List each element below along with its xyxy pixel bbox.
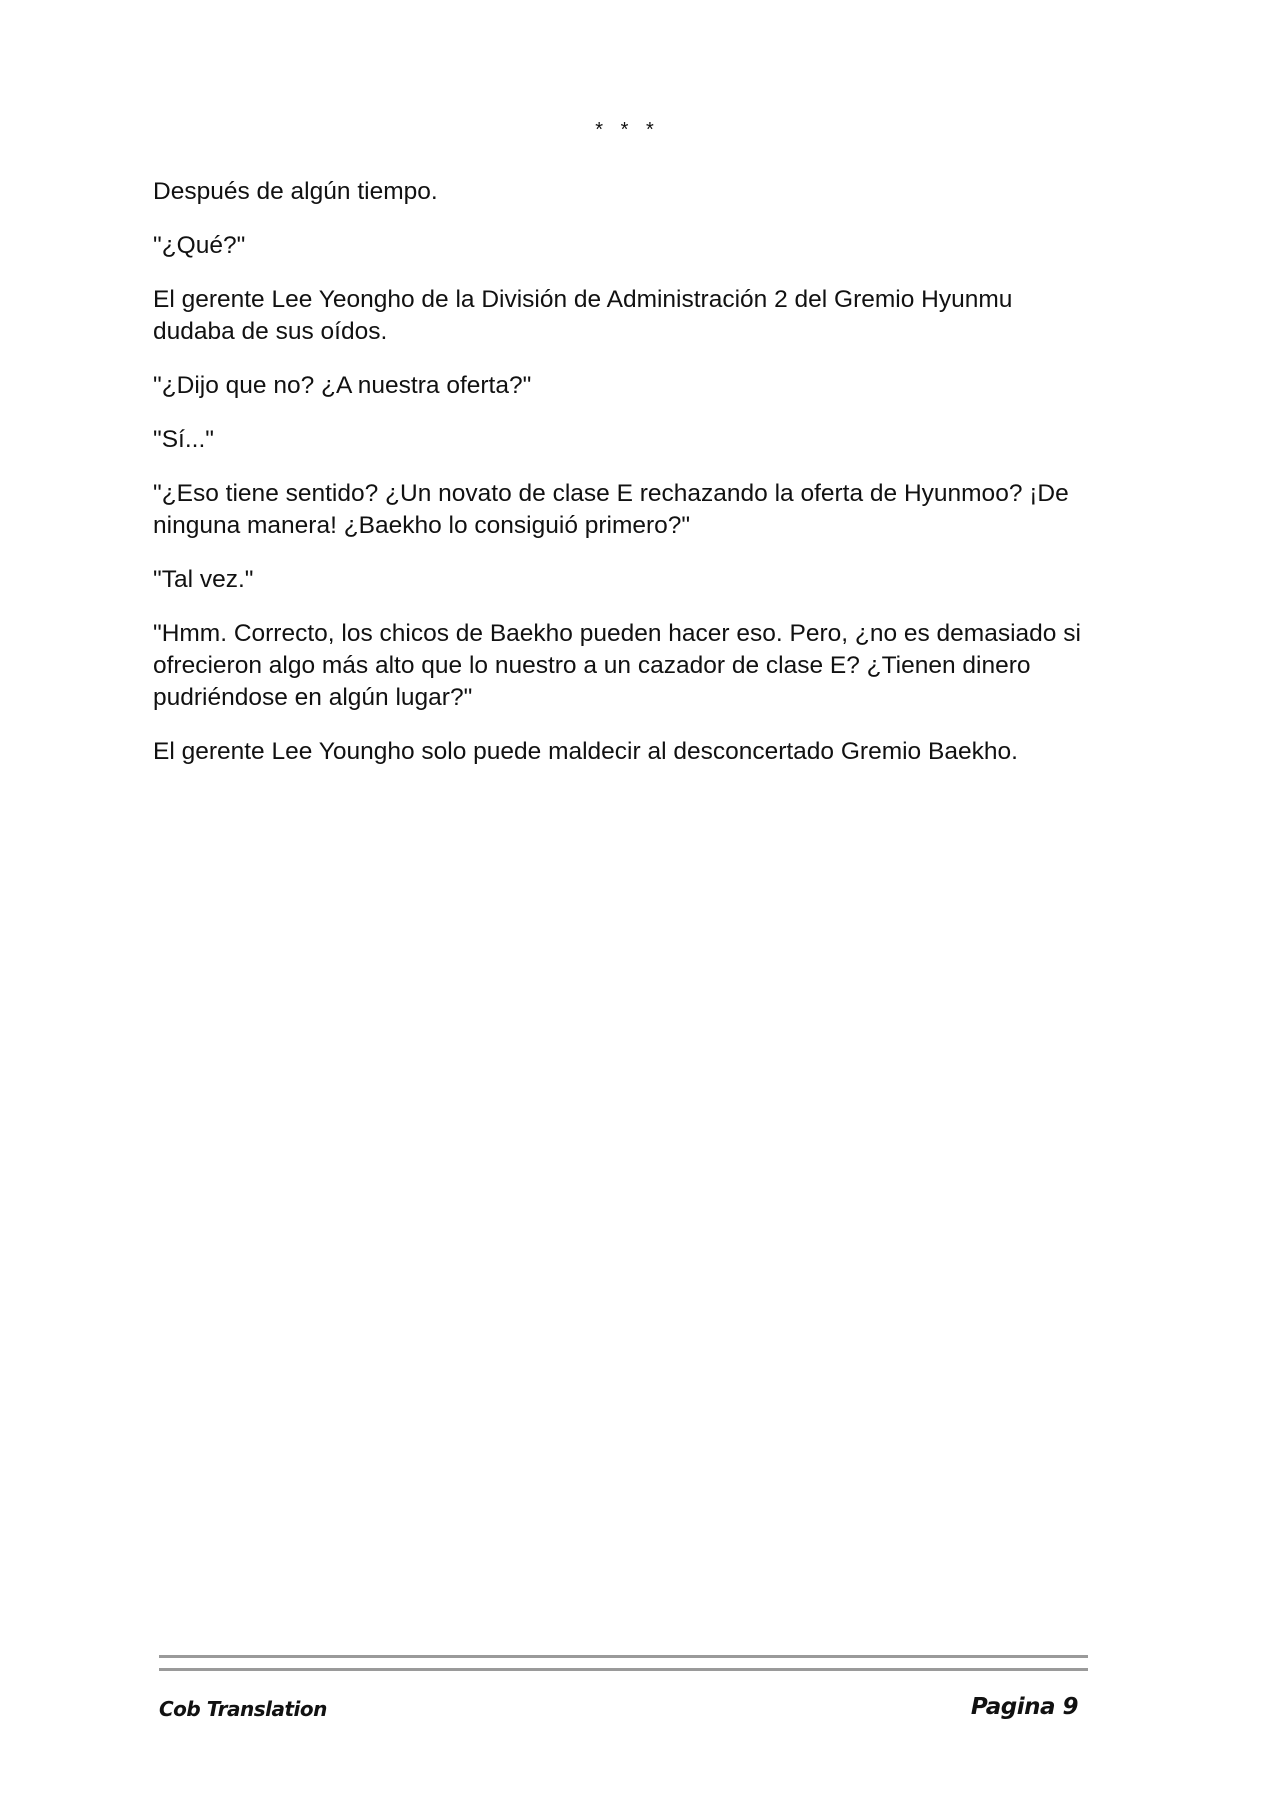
body-text: [153, 176, 1083, 790]
section-separator: * * *: [595, 119, 660, 141]
paragraph: "Hmm. Correcto, los chicos de Baekho pueden hacer eso. Pero, ¿no es demasiado si ofrecieron algo más alto que lo nuestro a un cazador de clase E? ¿Tienen dinero pudriéndose en algún lugar?": [153, 620, 1081, 711]
paragraph: "¿Eso tiene sentido? ¿Un novato de clase E rechazando la oferta de Hyunmoo? ¡De ninguna manera! ¿Baekho lo consiguió primero?": [153, 480, 1069, 539]
paragraph: "Tal vez.": [153, 566, 254, 593]
paragraph: El gerente Lee Youngho solo puede maldecir al desconcertado Gremio Baekho.: [153, 738, 1018, 765]
paragraph: "¿Dijo que no? ¿A nuestra oferta?": [153, 372, 532, 399]
paragraph: Después de algún tiempo.: [153, 178, 438, 205]
footer-divider-top: [159, 1655, 1088, 1658]
footer-page-number: Pagina 9: [970, 1694, 1078, 1720]
footer-translator-credit: Cob Translation: [159, 1697, 327, 1721]
paragraph: "Sí...": [153, 426, 214, 453]
paragraph: El gerente Lee Yeongho de la División de Administración 2 del Gremio Hyunmu dudaba de sus oídos.: [153, 286, 1013, 345]
footer-divider-bottom: [159, 1668, 1088, 1671]
paragraph: "¿Qué?": [153, 232, 246, 259]
